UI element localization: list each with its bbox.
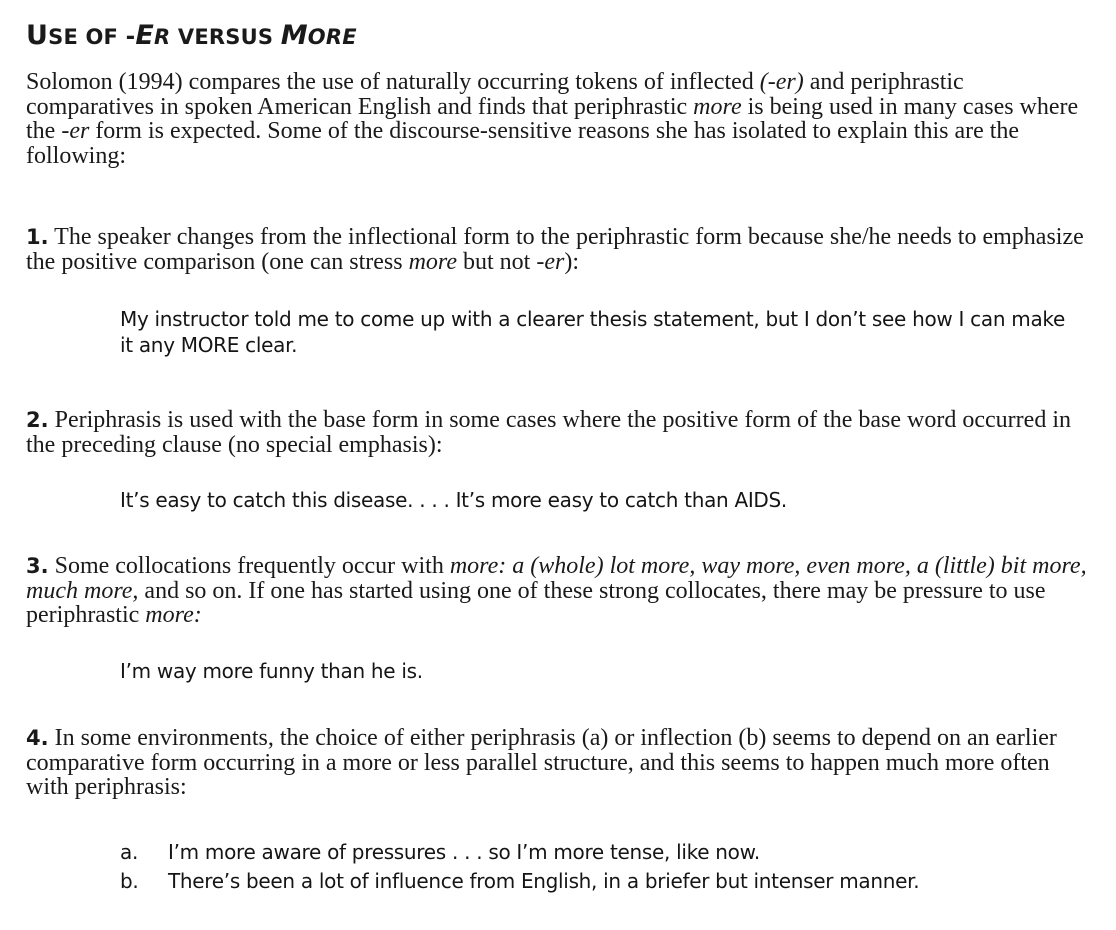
point-3-text: 3. Some collocations frequently occur with more: a (whole) lot more, way more, even more, a (little) bit more, much more, and so on. If one has started using one of these strong collocates, there may be pressure to use periphrastic more: xyxy=(26,553,1087,628)
point-1-example: My instructor told me to come up with a clearer thesis statement, but I don’t see how I can make it any MORE clear. xyxy=(120,307,1065,357)
point-2-example: It’s easy to catch this disease. . . . It’s more easy to catch than AIDS. xyxy=(120,488,787,512)
section-heading: USE OF -ER VERSUS MORE xyxy=(26,20,357,51)
point-4-text: 4. In some environments, the choice of either periphrasis (a) or inflection (b) seems to depend on an earlier comparative form occurring in a more or less parallel structure, and this seems to happen much more often with periphrasis: xyxy=(26,725,1057,800)
point-4-example-b: b. There’s been a lot of influence from English, in a briefer but intenser manner. xyxy=(120,869,920,893)
point-1-text: 1. The speaker changes from the inflectional form to the periphrastic form because she/he needs to emphasize the positive comparison (one can stress more but not -er): xyxy=(26,224,1084,275)
point-3-example: I’m way more funny than he is. xyxy=(120,659,423,683)
intro-paragraph: Solomon (1994) compares the use of naturally occurring tokens of inflected (-er) and periphrastic comparatives in spoken American English and finds that periphrastic more is being used in many cases where the -er form is expected. Some of the discourse-sensitive reasons she has isolated to explain this are the following: xyxy=(26,69,1079,169)
point-2-text: 2. Periphrasis is used with the base form in some cases where the positive form of the base word occurred in the preceding clause (no special emphasis): xyxy=(26,407,1071,458)
point-4-example-a: a. I’m more aware of pressures . . . so I’m more tense, like now. xyxy=(120,840,760,864)
